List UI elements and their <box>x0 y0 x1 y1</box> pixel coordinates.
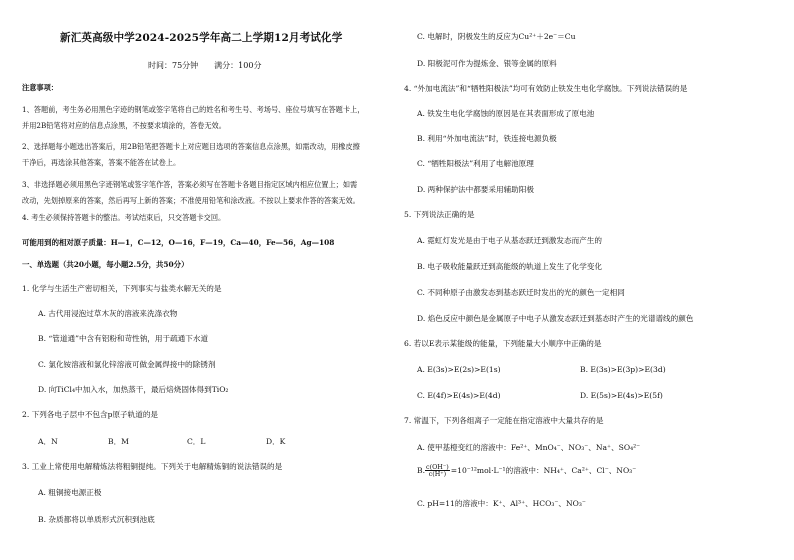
question-2-option-c: C．L <box>187 437 206 446</box>
question-7: 7. 常温下，下列各组离子一定能在指定溶液中大量共存的是 <box>404 416 604 425</box>
question-1-option-d: D. 向TiCl₄中加入水，加热蒸干，最后焙烧固体得到TiO₂ <box>38 385 229 394</box>
question-5-option-d: D. 焰色反应中颜色是金属原子中电子从激发态跃迁到基态时产生的光谱谱线的颜色 <box>417 314 694 323</box>
exam-title: 新汇英高级中学2024-2025学年高二上学期12月考试化学 <box>60 32 343 44</box>
note-line-4: 干净后，再选涂其他答案，答案不能答在试卷上。 <box>22 158 181 167</box>
question-2: 2. 下列各电子层中不包含p原子轨道的是 <box>22 410 159 419</box>
question-4: 4. “外加电流法”和“牺牲阳极法”均可有效防止铁发生电化学腐蚀。下列说法错误的是 <box>404 84 688 93</box>
question-7-option-c: C. pH=11的溶液中：K⁺、Al³⁺、HCO₃⁻、NO₃⁻ <box>417 499 586 508</box>
question-4-option-b: B. 利用“外加电流法”时，铁连接电源负极 <box>417 134 557 143</box>
question-1-option-b: B. “管道通”中含有铝粉和苛性钠，用于疏通下水道 <box>38 334 209 343</box>
question-3-option-b: B. 杂质都将以单质形式沉积到池底 <box>38 515 155 524</box>
question-1-option-c: C. 氯化铵溶液和氯化锌溶液可做金属焊接中的除锈剂 <box>38 360 216 369</box>
question-5: 5. 下列说法正确的是 <box>404 210 475 219</box>
question-7-option-b-prefix: B. <box>417 466 425 476</box>
question-3-option-a: A. 粗铜接电源正极 <box>38 488 102 497</box>
note-line-2: 并用2B铅笔将对应的信息点涂黑，不按要求填涂的，答卷无效。 <box>22 121 226 130</box>
question-6-option-d: D. E(5s)>E(4s)>E(5f) <box>580 391 663 400</box>
note-line-3: 2、选择题每小题选出答案后，用2B铅笔把答题卡上对应题目选项的答案信息点涂黑，如需改动，用橡皮擦 <box>22 142 360 151</box>
question-2-option-b: B．M <box>108 437 129 446</box>
section-heading-single-choice: 一、单选题（共20小题，每小题2.5分，共50分） <box>22 260 189 269</box>
question-2-option-a: A．N <box>38 437 58 446</box>
question-7-option-a: A. 使甲基橙变红的溶液中：Fe²⁺、MnO₄⁻、NO₃⁻、Na⁺、SO₄²⁻ <box>417 443 641 452</box>
question-5-option-b: B. 电子吸收能量跃迁到高能级的轨道上发生了化学变化 <box>417 262 603 271</box>
question-6-option-c: C. E(4f)>E(4s)>E(4d) <box>417 391 501 400</box>
question-6: 6. 若以E表示某能级的能量，下列能量大小顺序中正确的是 <box>404 339 602 348</box>
note-line-5: 3、非选择题必须用黑色字迹钢笔或签字笔作答，答案必须写在答题卡各题目指定区域内相应位置上；如需 <box>22 180 358 189</box>
question-3-option-c: C. 电解时，阴极发生的反应为Cu²⁺＋2e⁻＝Cu <box>417 32 576 41</box>
question-7-option-b-rest: =10⁻¹²mol·L⁻¹的溶液中：NH₄⁺、Ca²⁺、Cl⁻、NO₃⁻ <box>450 466 637 476</box>
atomic-masses: 可能用到的相对原子质量：H—1，C—12，O—16，F—19，Ca—40，Fe—56，Ag—108 <box>22 238 335 247</box>
question-6-option-a: A. E(3s)>E(2s)>E(1s) <box>417 365 501 374</box>
question-5-option-a: A. 霓虹灯发光是由于电子从基态跃迁到激发态而产生的 <box>417 236 602 245</box>
question-6-option-b: B. E(3s)>E(3p)>E(3d) <box>580 365 666 374</box>
question-5-option-c: C. 不同种原子由激发态到基态跃迁时发出的光的颜色一定相同 <box>417 288 625 297</box>
question-2-option-d: D．K <box>266 437 286 446</box>
notes-heading: 注意事项： <box>22 83 58 92</box>
note-line-6: 改动，先划掉原来的答案，然后再写上新的答案；不准使用铅笔和涂改液。不按以上要求作答的答案无效。 <box>22 196 360 205</box>
question-7-option-b <box>417 464 636 478</box>
question-1-option-a: A. 古代用浸泡过草木灰的溶液来洗涤衣物 <box>38 309 178 318</box>
fraction-numerator: c(OH⁻) <box>426 463 449 471</box>
question-3-option-d: D. 阳极泥可作为提炼金、银等金属的原料 <box>417 59 557 68</box>
question-4-option-a: A. 铁发生电化学腐蚀的原因是在其表面形成了原电池 <box>417 109 595 118</box>
question-3: 3. 工业上常使用电解精炼法将粗铜提纯。下列关于电解精炼铜的说法错误的是 <box>22 462 283 471</box>
fraction-denominator: c(H⁺) <box>428 470 447 479</box>
note-line-1: 1、答题前，考生务必用黑色字迹的钢笔或签字笔将自己的姓名和考生号、考场号、座位号填写在答题卡上， <box>22 105 365 114</box>
note-line-7: 4. 考生必须保持答题卡的整洁。考试结束后，只交答题卡交回。 <box>22 213 226 222</box>
question-1: 1. 化学与生活生产密切相关，下列事实与盐类水解无关的是 <box>22 284 222 293</box>
exam-time-info: 时间：75分钟 满分：100分 <box>148 61 262 70</box>
question-4-option-d: D. 两种保护法中都要采用辅助阳极 <box>417 185 534 194</box>
question-7-option-b-fraction <box>425 464 450 478</box>
question-4-option-c: C. “牺牲阳极法”利用了电解池原理 <box>417 159 534 168</box>
